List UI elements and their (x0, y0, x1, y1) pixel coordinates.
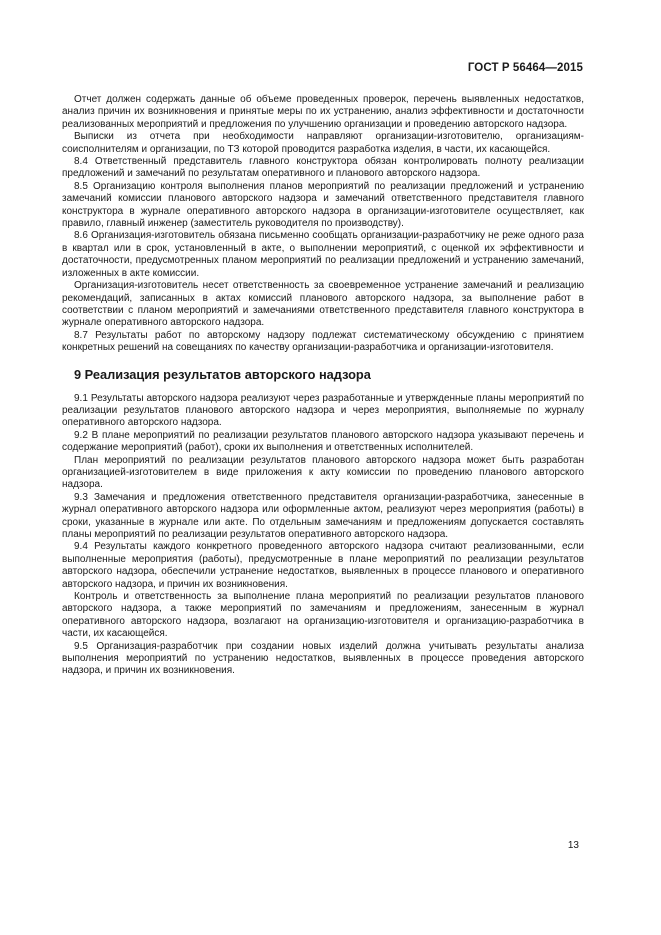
paragraph-9-4: 9.4 Результаты каждого конкретного проведенного авторского надзора считают реализованными, если выполненные мероприятия (работы), предусмотренные в плане мероприятий по реализации результатов авторского надзора, обеспечили устранение недостатков, выявленных в процессе планового и оперативного авторского надзора, и причин их возникновения. (62, 541, 584, 590)
paragraph-8-7: 8.7 Результаты работ по авторскому надзору подлежат систематическому обсуждению с принятием конкретных решений на совещаниях по качеству организации-разработчика и организации-изготовителя. (62, 329, 584, 354)
paragraph-9-3: 9.3 Замечания и предложения ответственного представителя организации-разработчика, занесенные в журнал оперативного авторского надзора или оформленные актом, реализуют через мероприятия (работы) в сроки, указанные в журнале или акте. По отдельным замечаниям и предложениям допускается составлять планы мероприятий по реализации результатов оперативного авторского надзора. (62, 491, 584, 540)
paragraph-8-4: 8.4 Ответственный представитель главного конструктора обязан контролировать полноту реализации предложений и замечаний по результатам оперативного и планового авторского надзора. (62, 156, 584, 180)
paragraph-9-1: 9.1 Результаты авторского надзора реализуют через разработанные и утвержденные планы мероприятий по реализации результатов планового авторского надзора и через мероприятия, выполняемые по журналу оперативного авторского надзора. (62, 392, 584, 429)
paragraph-report-content: Отчет должен содержать данные об объеме проведенных проверок, перечень выявленных недостатков, анализ причин их возникновения и принятые меры по их устранению, анализ эффективности и достаточности реализованных мероприятий и предложения по улучшению организации и проведению авторского надзора. (62, 94, 584, 130)
paragraph-9-2: 9.2 В плане мероприятий по реализации результатов планового авторского надзора указывают перечень и содержание мероприятий (работ), сроки их выполнения и ответственных исполнителей. (62, 429, 584, 454)
section-heading: 9 Реализация результатов авторского надзора (74, 366, 371, 382)
paragraph-manufacturer-responsibility: Организация-изготовитель несет ответственность за своевременное устранение замечаний и реализацию рекомендаций, записанных в актах комиссий планового авторского надзора, за выполнение работ в соответствии с планом мероприятий и замечаниями ответственного представителя главного конструктора в журнале оперативного авторского надзора. (62, 280, 584, 329)
paragraph-control-responsibility: Контроль и ответственность за выполнение плана мероприятий по реализации результатов планового авторского надзора, а также мероприятий по замечаниям и предложениям, занесенным в журнал оперативного авторского надзора, возлагают на организацию-изготовителя и организацию-разработчика в части, их касающейся. (62, 591, 584, 640)
paragraph-plan-development: План мероприятий по реализации результатов планового авторского надзора может быть разработан организацией-изготовителем в виде приложения к акту комиссии по проведению планового авторского надзора. (62, 454, 584, 491)
paragraph-report-extracts: Выписки из отчета при необходимости направляют организации-изготовителю, организациям-соисполнителям и организации, по ТЗ которой проводится разработка изделия, в части, их касающейся. (62, 131, 584, 155)
standard-code-header: ГОСТ Р 56464—2015 (467, 62, 583, 74)
document-body (62, 94, 584, 678)
paragraph-9-5: 9.5 Организация-разработчик при создании новых изделий должна учитывать результаты анализа выполнения мероприятий по устранению недостатков, выявленных в процессе проведения авторского надзора, и причин их возникновения. (62, 640, 584, 677)
page-number: 13 (567, 840, 579, 851)
paragraph-8-6: 8.6 Организация-изготовитель обязана письменно сообщать организации-разработчику не реже одного раза в квартал или в срок, установленный в акте, о выполнении мероприятий, с оценкой их эффективности и достаточности, предусмотренных планом мероприятий по реализации предложений и устранению замечаний, изложенных в акте комиссии. (62, 230, 584, 279)
paragraph-8-5: 8.5 Организацию контроля выполнения планов мероприятий по реализации предложений и устранению замечаний комиссии планового авторского надзора и замечаний ответственного представителя главного конструктора в журнале оперативного авторского надзора в организации-изготовителе осуществляет, как правило, главный инженер (заместитель руководителя по производству). (62, 180, 584, 230)
